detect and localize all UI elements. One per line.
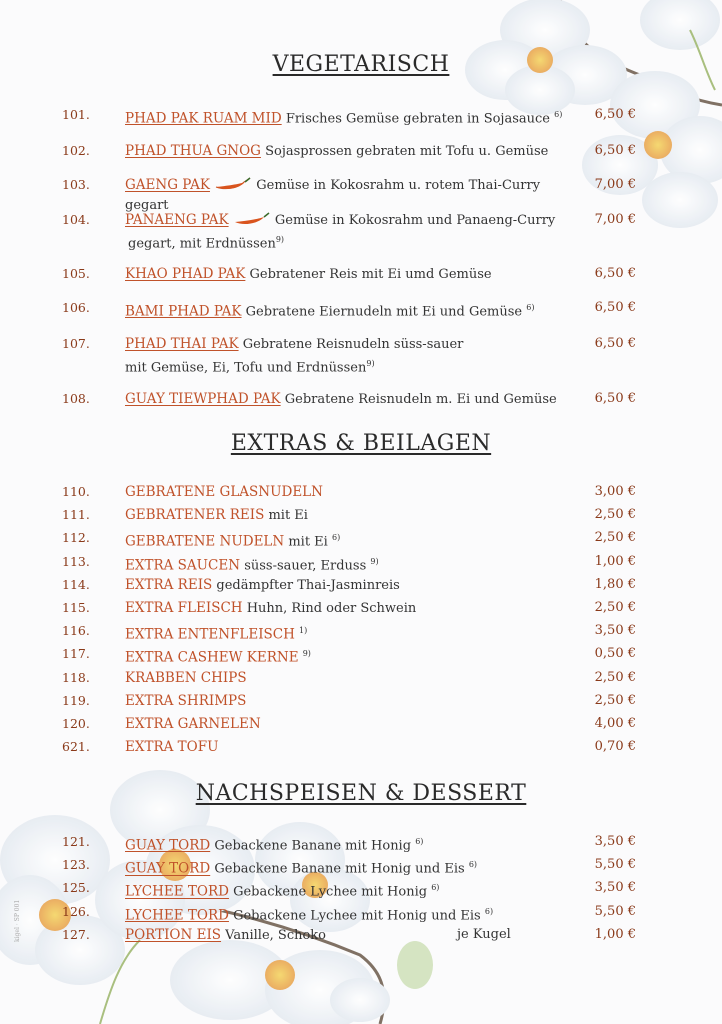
- item-price: 5,50 €: [594, 857, 636, 873]
- item-number: 123.: [62, 857, 90, 873]
- item-number: 116.: [62, 623, 90, 639]
- item-description: Gebackene Lychee mit Honig und Eis: [233, 907, 481, 923]
- section-title-extras: EXTRAS & BEILAGEN: [230, 431, 492, 456]
- section-title-vegetarisch: VEGETARISCH: [272, 52, 450, 77]
- item-number: 125.: [62, 880, 90, 896]
- item-name: EXTRA SAUCEN: [125, 556, 241, 573]
- item-number: 119.: [62, 692, 90, 708]
- item-price: 2,50 €: [594, 600, 636, 615]
- allergen-note: 9): [302, 649, 311, 659]
- item-price: 2,50 €: [594, 669, 636, 685]
- item-name: EXTRA ENTENFLEISCH: [125, 626, 295, 643]
- item-name: GUAY TORD: [125, 837, 211, 854]
- item-number: 112.: [62, 530, 90, 546]
- allergen-note: 9): [370, 556, 379, 566]
- item-price: 0,50 €: [594, 646, 636, 662]
- item-name: EXTRA FLEISCH: [125, 600, 243, 616]
- item-price: 3,50 €: [594, 834, 636, 849]
- item-number: 621.: [62, 739, 90, 755]
- item-price: 2,50 €: [594, 530, 636, 546]
- item-price: 4,00 €: [594, 716, 636, 731]
- item-number: 120.: [62, 716, 90, 731]
- item-description: süss-sauer, Erduss: [244, 557, 367, 573]
- item-price: 1,00 €: [594, 553, 636, 569]
- item-price: 3,00 €: [594, 484, 636, 499]
- item-description: Gebackene Banane mit Honig und Eis: [214, 861, 465, 877]
- print-code: kigel ⋅ SP 001: [14, 899, 21, 942]
- item-price: 2,50 €: [594, 692, 636, 708]
- item-description: Huhn, Rind oder Schwein: [246, 601, 417, 616]
- item-number: 115.: [62, 600, 90, 615]
- item-description: mit Ei: [268, 508, 308, 524]
- item-price: 2,50 €: [594, 507, 636, 523]
- item-name: EXTRA REIS: [125, 576, 213, 593]
- item-description: Gebackene Banane mit Honig: [214, 838, 412, 854]
- item-name: EXTRA TOFU: [125, 739, 219, 756]
- item-name: GEBRATENE GLASNUDELN: [125, 484, 323, 500]
- item-number: 114.: [62, 576, 90, 592]
- chili-icon: [214, 177, 252, 191]
- item-name: GEBRATENE NUDELN: [125, 533, 285, 550]
- allergen-note: 6): [468, 860, 478, 870]
- item-name: KRABBEN CHIPS: [125, 669, 247, 686]
- item-number: 121.: [62, 834, 90, 849]
- allergen-note: 1): [299, 626, 308, 636]
- item-name: LYCHEE TORD: [125, 906, 229, 923]
- item-name: EXTRA GARNELEN: [125, 716, 261, 732]
- allergen-note: 6): [331, 533, 341, 543]
- item-number: 111.: [62, 507, 90, 523]
- item-number: 126.: [62, 903, 90, 919]
- item-description: Gebackene Lychee mit Honig: [233, 884, 428, 900]
- item-number: 117.: [62, 646, 90, 662]
- item-price: 3,50 €: [594, 880, 636, 896]
- item-price: 1,00 €: [594, 926, 636, 942]
- item-number: 118.: [62, 669, 90, 685]
- allergen-note: 6): [431, 883, 440, 893]
- item-description: Vanille, Schoko: [225, 927, 327, 943]
- item-name: EXTRA SHRIMPS: [125, 692, 247, 709]
- item-price: 1,80 €: [594, 576, 636, 592]
- item-description: mit Ei: [288, 534, 328, 550]
- item-number: 110.: [62, 484, 90, 499]
- item-description: gedämpfter Thai-Jasminreis: [216, 577, 400, 593]
- allergen-note: 6): [415, 837, 424, 846]
- item-price: 3,50 €: [594, 623, 636, 639]
- item-number: 127.: [62, 926, 90, 942]
- chili-icon: [233, 212, 271, 226]
- item-name: GEBRATENER REIS: [125, 507, 265, 524]
- item-number: 113.: [62, 553, 90, 569]
- item-name: PORTION EIS: [125, 926, 222, 943]
- allergen-note: 6): [484, 906, 494, 916]
- item-unit: je Kugel: [457, 926, 511, 942]
- item-name: LYCHEE TORD: [125, 883, 229, 900]
- item-price: 5,50 €: [594, 903, 636, 919]
- section-title-dessert: NACHSPEISEN & DESSERT: [195, 781, 527, 806]
- item-price: 0,70 €: [594, 739, 636, 755]
- item-name: GUAY TORD: [125, 860, 211, 877]
- item-name: EXTRA CASHEW KERNE: [125, 649, 299, 666]
